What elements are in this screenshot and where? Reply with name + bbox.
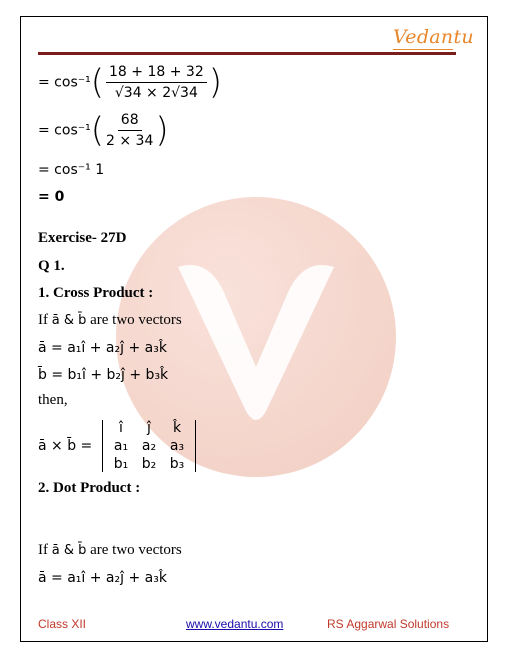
det-cell: k̂	[172, 420, 182, 436]
header-rule	[38, 52, 456, 55]
vector-a-definition-2: ā = a₁î + a₂ĵ + a₃k̂	[38, 570, 167, 586]
question-number: Q 1.	[38, 258, 65, 274]
fraction-1: $\frac{18 + 18 + 32}{√34 \times 2√34}$	[106, 64, 207, 101]
footer-class: Class XII	[38, 617, 87, 631]
vector-a-definition: ā = a₁î + a₂ĵ + a₃k̂	[38, 340, 167, 356]
website-link[interactable]: www.vedantu.com	[186, 617, 284, 631]
det-cell: b₁	[113, 456, 129, 472]
cross-product-heading: 1. Cross Product :	[38, 285, 154, 301]
vector-b-definition: b̄ = b₁î + b₂ĵ + b₃k̂	[38, 367, 169, 383]
equation-line-1: = cos⁻¹( $\frac{18 + 18 + 32}{√34 \times 2√34}$ )	[38, 62, 222, 103]
then-text: then,	[38, 392, 68, 408]
det-cell: b₃	[169, 456, 185, 472]
det-cell: a₃	[169, 438, 185, 454]
equation-line-3: = cos⁻¹ 1	[38, 162, 105, 178]
det-cell: b₂	[141, 456, 157, 472]
exercise-heading: Exercise- 27D	[38, 230, 127, 246]
cross-product-lhs: ā × b̄ =	[38, 438, 93, 454]
logo-underline	[393, 49, 453, 50]
vedantu-logo: Vedantu	[393, 26, 474, 48]
fraction-2: $\frac{68}{2 \times 34}$	[106, 112, 154, 149]
footer-book-title: RS Aggarwal Solutions	[327, 617, 450, 631]
equation-line-4: = 0	[38, 189, 65, 205]
footer-website-link[interactable]	[186, 617, 283, 631]
dot-product-heading: 2. Dot Product :	[38, 480, 141, 496]
det-cell: ĵ	[147, 420, 151, 436]
det-cell: a₂	[141, 438, 157, 454]
determinant-matrix	[102, 420, 196, 472]
det-cell: a₁	[113, 438, 129, 454]
vectors-statement-2: If ā & b̄ are two vectors	[38, 542, 182, 558]
equation-line-2: = cos⁻¹( $\frac{68}{2 \times 34}$ )	[38, 110, 169, 151]
vectors-statement-1: If ā & b̄ are two vectors	[38, 312, 182, 328]
det-cell: î	[119, 420, 123, 436]
